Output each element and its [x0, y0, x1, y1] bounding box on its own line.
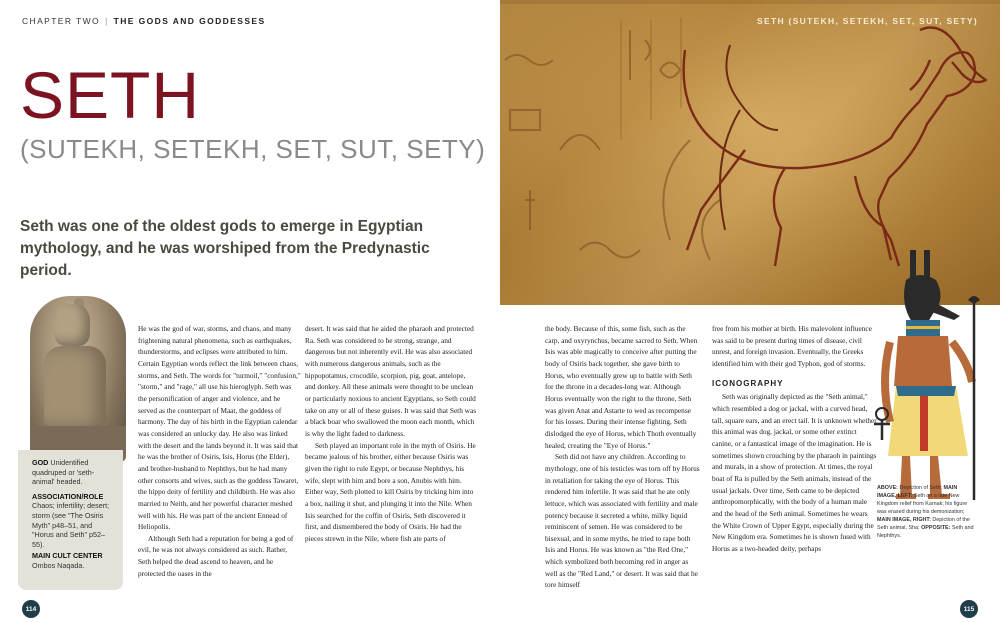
iconography-heading: ICONOGRAPHY	[712, 378, 784, 388]
page-number-left: 114	[22, 600, 40, 618]
text-column-1: He was the god of war, storms, and chaos, and many frightening natural phenomena, such as earthquakes, thunderstorms, and eclipses were attributed to him. Certain Egyptian words reflect the link between chaos, storms, and Seth. The words for "turmoil," "confusion," "storm," and "rage," all use his hieroglyph. Seth was the personification of anger and violence, and he served as the counterpart of Maat, the goddess of harmony. The day of his birth in the Egyptian calendar was considered an unlucky day. He also was linked with the desert and the lands beyond it. It was said that he was the brother of Osiris, Isis, Horus (the Elder), and brother-husband to Nephthys, but he had many other consorts and wives, such as the goddess Tawaret, the hippo deity of fertility and childbirth. He was also married to Neith, and her powerful character meshed well with his. He was part of the ancient Ennead of Heliopolis. Although Seth had a reputation for being a god of evil, he was not always considered as such. Rather, Seth helped the dead ascend to heaven, and he protected the oases in the	[138, 324, 301, 578]
fact-sidebar	[18, 450, 123, 590]
text-column-2: desert. It was said that he aided the pharaoh and protected Ra. Seth was considered to be strong, strange, and dangerous but not inherently evil. He was also associated with numerous dangerous animals, such as the hippopotamus, crocodile, scorpion, pig, goat, antelope, and donkey. All these animals were thought to be unclean or particularly noxious to ancient Egyptians, so Seth could take on any or all of these guises. It was said that Seth was a black boar who swallowed the moon each month, which is why the light faded to darkness. Seth played an important role in the myth of Osiris. He became jealous of his brother, either because Osiris was given the right to rule Egypt, or because Nephthys, his wife, slept with him and bore a son, Anubis with him. Either way, Seth plotted to kill Osiris by tricking him into a box, nailing it shut, and plunging it into the Nile. When Isis searched for the coffin of Osiris, Seth discovered it first, and dismembered the body of Osiris. He had the pieces strewn in the Nile, where fish ate parts of	[305, 324, 477, 543]
intro-paragraph: Seth was one of the oldest gods to emerge in Egyptian mythology, and he was worshiped from the Predynastic period.	[20, 218, 430, 279]
fact-cult-value: Ombos Naqada.	[32, 560, 85, 570]
page-title: SETH	[20, 58, 201, 132]
page-subtitle: (SUTEKH, SETEKH, SET, SUT, SETY)	[20, 134, 486, 164]
fact-assoc-label: ASSOCIATION/ROLE	[32, 491, 104, 501]
fact-god: GOD Unidentified quadruped or 'seth-animal' headed.	[32, 458, 95, 487]
running-head-left: CHAPTER TWO | THE GODS AND GODDESSES	[22, 16, 266, 26]
image-caption: ABOVE: Depiction of Seth; MAIN IMAGE, LEFT: Seth on a late New Kingdom relief from Karnak; his figure was erased during his demonization; MAIN IMAGE, RIGHT: Depiction of the Seth animal, Sha; OPPOSITE: Seth and Nephthys.	[877, 485, 974, 539]
text-column-3: the body. Because of this, some fish, such as the carp, and oxyrynchus, became sacred to Seth. When Isis was able magically to conceive after putting the body of Osiris back together, she gave birth to Horus, who eventually grew up to battle with Seth for the throne in a decades-long war. Although Horus eventually won the right to the throne, Seth was given Anat and Astarte to wed as recompense for his losses. During their intense fighting, Seth dislodged the eye of Horus, which Thoth eventually healed, creating the "Eye of Horus." Seth did not have any children. According to mythology, one of his testicles was torn off by Horus in retaliation for taking the eye of Horus. This rendered him infertile. It was said that he ate only lettuce, which was associated with fertility and male potency because it secreted a white, milky liquid reminiscent of semen. He was considered to be bisexual, and in some myths, he tried to rape both Isis and Horus. He was known as "the Red One," which symbolized both becoming red in anger as well as the "Red Land," or desert. It was said that he tore himself	[545, 324, 700, 590]
page-number-right: 115	[960, 600, 978, 618]
fact-cult-label: MAIN CULT CENTER	[32, 551, 103, 561]
running-head-right: SETH (SUTEKH, SETEKH, SET, SUT, SETY)	[757, 16, 978, 26]
seth-deity-illustration	[870, 250, 985, 512]
section-label: THE GODS AND GODDESSES	[113, 16, 266, 26]
chapter-label: CHAPTER TWO	[22, 16, 101, 26]
fact-assoc-value: Chaos; infertility; desert; storm (see "The Osiris Myth" p48–51, and "Horus and Seth" p52–55).	[32, 501, 110, 549]
seth-statue-image	[30, 296, 126, 462]
text-column-4: free from his mother at birth. His malevolent influence was said to be present during times of disease, civil unrest, and foreign invasion. Eventually, the Greeks identified him with their god Typhon, god of storms. ICONOGRAPHY Seth was originally depicted as the "Seth animal," which resembled a dog or jackal, with a curved head, tall, square ears, and an erect tail. It is unknown whether this animal was dog, jackal, or some other extinct canine, or a fantastical image of the imagination. He is sometimes shown crouching by the pharaoh in paintings and murals, in a show of protection. At times, the royal boat of Ra is pulled by the Seth animals, instead of the usual jackals. Over time, Seth came to be depicted anthropomorphically, with the body of a human male and the head of the Seth animal. Sometimes he wears the White Crown of Upper Egypt, especially during the New Kingdom era. Sometimes he is shown fused with Horus as a two-headed deity, perhaps	[712, 324, 877, 553]
